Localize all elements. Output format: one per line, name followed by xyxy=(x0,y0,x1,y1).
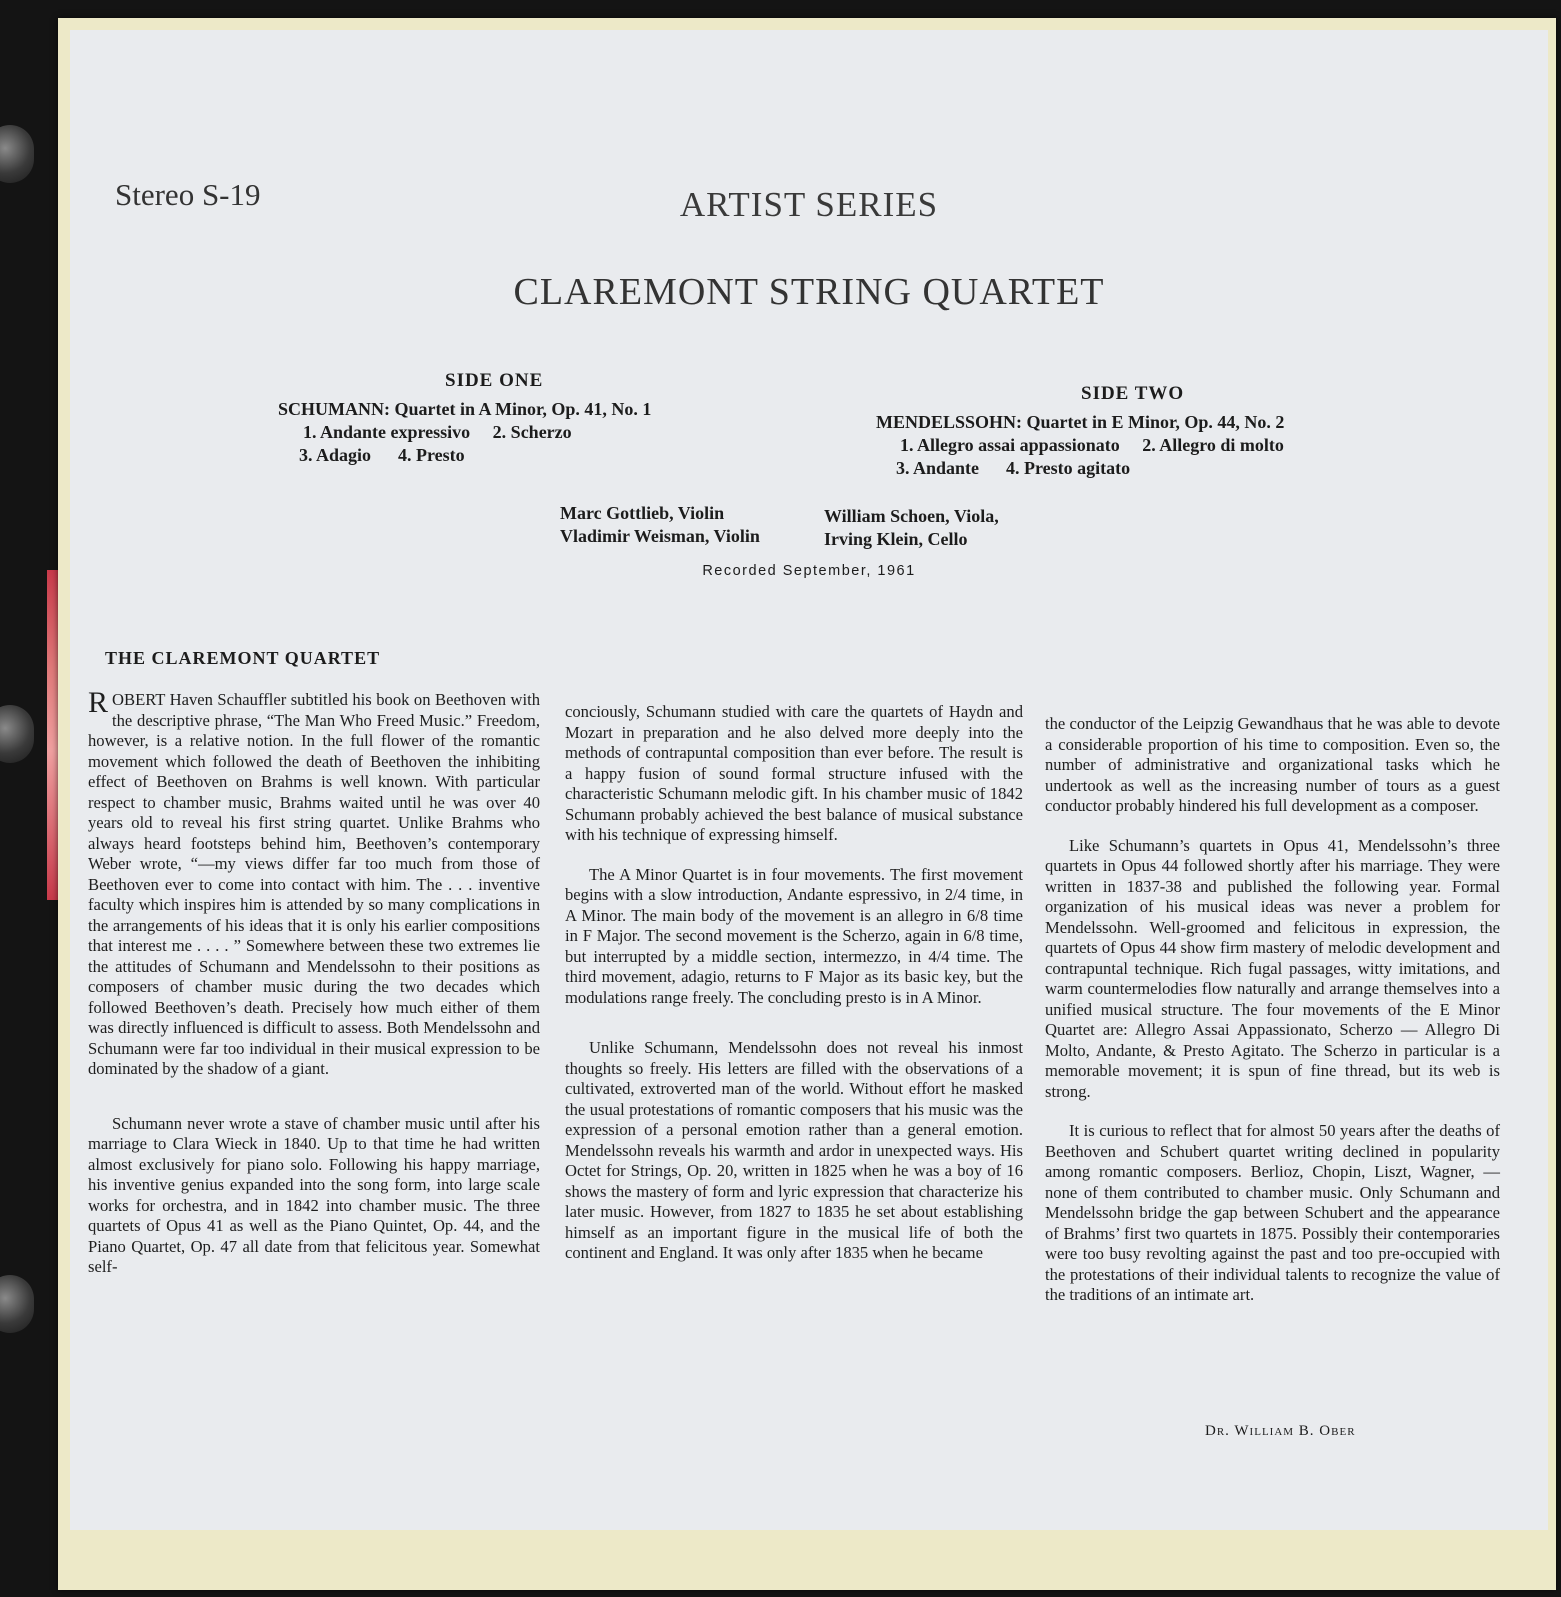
album-title: CLAREMONT STRING QUARTET xyxy=(513,271,1105,313)
side-two-heading: SIDE TWO xyxy=(1081,383,1185,404)
side-one-movements-1: 1. Andante expressivo 2. Scherzo xyxy=(303,422,572,442)
personnel-violin-2: Vladimir Weisman, Violin xyxy=(560,526,760,546)
catalog-number: Stereo S-19 xyxy=(115,177,261,212)
personnel-viola: William Schoen, Viola, xyxy=(824,506,999,526)
side-two-block xyxy=(876,383,1416,480)
notes-paragraph: conciously, Schumann studied with care the quartets of Haydn and Mozart in preparation and he also delved more deeply into the methods of contrapuntal composition than ever before. The result is a happy fusion of sound formal structure infused with the characteristic Schumann melodic gift. In his chamber music of 1842 Schumann probably achieved the best balance of musical substance with his technique of expressing himself. xyxy=(565,702,1023,844)
recording-date: Recorded September, 1961 xyxy=(702,563,916,579)
side-two-movements-2: 3. Andante 4. Presto agitato xyxy=(896,458,1131,478)
series-title: ARTIST SERIES xyxy=(679,185,939,224)
side-one-block xyxy=(278,370,738,467)
side-two-movements-1: 1. Allegro assai appassionato 2. Allegro di molto xyxy=(900,435,1284,455)
notes-paragraph: ROBERT Haven Schauffler subtitled his book on Beethoven with the descriptive phrase, “The Man Who Freed Music.” Freedom, however, is a relative notion. In the full flower of the romantic movement which followed the death of Beethoven the inhibiting effect of Beethoven on Brahms is well known. With particular respect to chamber music, Brahms waited until he was over 40 years old to reveal his first string quartet. Unlike Brahms who always heard footsteps behind him, Beethoven’s contemporary Weber wrote, “—my views differ far too much from those of Beethoven ever to come into contact with him. The . . . inventive faculty which inspires him is attended by so many complications in the arrangements of his ideas that it is only his earlier compositions that interest me . . . . ” Somewhere between these two extremes lie the attitudes of Schumann and Mendelssohn to their positions as composers of chamber music during the two decades which followed Beethoven’s death. Precisely how much either of them was directly influenced is difficult to assess. Both Mendelssohn and Schumann were far too individual in their musical expression to be dominated by the shadow of a giant. xyxy=(88,686,540,1078)
author-signature: Dr. William B. Ober xyxy=(1205,1423,1356,1439)
background-knob xyxy=(0,125,34,183)
personnel-cello: Irving Klein, Cello xyxy=(824,529,968,549)
personnel-violin-1: Marc Gottlieb, Violin xyxy=(560,503,725,523)
notes-paragraph: Schumann never wrote a stave of chamber music until after his marriage to Clara Wieck in 1840. Up to that time he had written almost exclusively for piano solo. Following his happy marriage, his inventive genius expanded into the song form, into large scale works for orchestra, and in 1842 into chamber music. The three quartets of Opus 41 as well as the Piano Quintet, Op. 44, and the Piano Quartet, Op. 47 all date from that felicitous year. Somewhat self- xyxy=(88,1113,540,1276)
notes-column-2 xyxy=(565,702,1023,1283)
notes-paragraph: It is curious to reflect that for almost 50 years after the deaths of Beethoven and Schubert quartet writing declined in popularity among romantic composers. Berlioz, Chopin, Liszt, Wagner, — none of them contributed to chamber music. Only Schumann and Mendelssohn bridge the gap between Schubert and the appearance of Brahms’ first two quartets in 1875. Possibly their contemporaries were too busy revolting against the past and too pre-occupied with the protestations of their individual talents to recognize the value of the traditions of an intimate art. xyxy=(1045,1121,1500,1304)
notes-paragraph: the conductor of the Leipzig Gewandhaus that he was able to devote a considerable proportion of his time to composition. Even so, the number of administrative and organizational tasks which he undertook as well as the increasing number of tours as a guest conductor probably hindered his full development as a composer. xyxy=(1045,714,1500,815)
notes-paragraph: Unlike Schumann, Mendelssohn does not reveal his inmost thoughts so freely. His letters are filled with the observations of a cultivated, extroverted man of the world. Without effort he masked the usual protestations of romantic composers that his music was the expression of a personal emotion rather than a general emotion. Mendelssohn reveals his warmth and ardor in unexpected ways. His Octet for Strings, Op. 20, written in 1825 when he was a boy of 16 shows the mastery of form and lyric expression that characterize his later music. However, from 1827 to 1835 he set about establishing himself as an important figure in the musical life of both the continent and England. It was only after 1835 when he became xyxy=(565,1038,1023,1262)
drop-cap: R xyxy=(88,686,109,719)
notes-column-1 xyxy=(88,686,540,1297)
side-one-work: SCHUMANN: Quartet in A Minor, Op. 41, No. 1 xyxy=(278,399,652,419)
side-two-work: MENDELSSOHN: Quartet in E Minor, Op. 44, No. 2 xyxy=(876,412,1285,432)
liner-panel xyxy=(70,30,1548,1530)
notes-title: THE CLAREMONT QUARTET xyxy=(105,648,381,668)
side-one-movements-2: 3. Adagio 4. Presto xyxy=(299,445,465,465)
personnel-left xyxy=(560,502,760,548)
background-knob xyxy=(0,705,34,763)
notes-paragraph: The A Minor Quartet is in four movements. The first movement begins with a slow introduction, Andante espressivo, in 2/4 time, in A Minor. The main body of the movement is an allegro in 6/8 time in F Major. The second movement is the Scherzo, again in 6/8 time, but interrupted by a middle section, intermezzo, in 4/4 time. The third movement, adagio, returns to F Major as its basic key, but the modulations range freely. The concluding presto is in A Minor. xyxy=(565,864,1023,1007)
notes-column-3 xyxy=(1045,714,1500,1325)
notes-paragraph: Like Schumann’s quartets in Opus 41, Mendelssohn’s three quartets in Opus 44 followed shortly after his marriage. They were written in 1837-38 and published the following year. Formal organization of his musical ideas was never a problem for Mendelssohn. Well-groomed and felicitous in expression, the quartets of Opus 44 show firm mastery of melodic development and contrapuntal technique. Rich fugal passages, witty imitations, and warm countermelodies flow naturally and arrange themselves into a unified musical structure. The four movements of the E Minor Quartet are: Allegro Assai Appassionato, Scherzo — Allegro Di Molto, Andante, & Presto Agitato. The Scherzo in particular is a memorable movement; it is spun of fine thread, but its web is strong. xyxy=(1045,835,1500,1101)
side-one-heading: SIDE ONE xyxy=(445,370,544,391)
personnel-right xyxy=(824,505,999,551)
background-knob xyxy=(0,1275,34,1333)
